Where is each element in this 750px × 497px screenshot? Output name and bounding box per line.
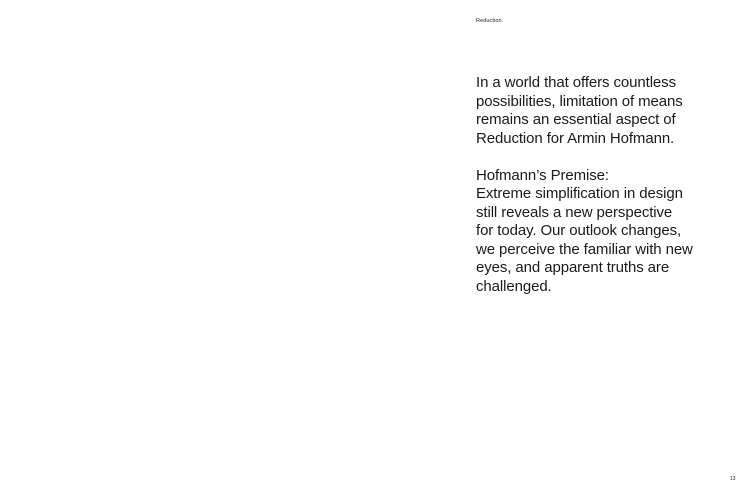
text-line: still reveals a new perspective <box>476 203 673 221</box>
text-line: we perceive the familiar with new <box>476 240 693 258</box>
text-line: In a world that offers countless <box>476 74 676 91</box>
text-line: eyes, and apparent truths are <box>476 259 670 276</box>
text-line: Extreme simplification in design <box>476 185 683 202</box>
body-text <box>476 74 736 296</box>
paragraph-intro <box>476 74 736 148</box>
text-line: Hofmann’s Premise: <box>476 166 609 184</box>
text-line: for today. Our outlook changes, <box>476 222 682 239</box>
running-head: Reduction. <box>476 18 504 24</box>
text-line: Reduction for Armin Hofmann. <box>476 129 675 147</box>
text-line: remains an essential aspect of <box>476 111 676 128</box>
paragraph-premise <box>476 167 736 297</box>
text-line: challenged. <box>476 277 552 295</box>
right-page <box>375 0 750 497</box>
text-line: possibilities, limitation of means <box>476 92 683 110</box>
page-number: 13 <box>730 476 736 482</box>
